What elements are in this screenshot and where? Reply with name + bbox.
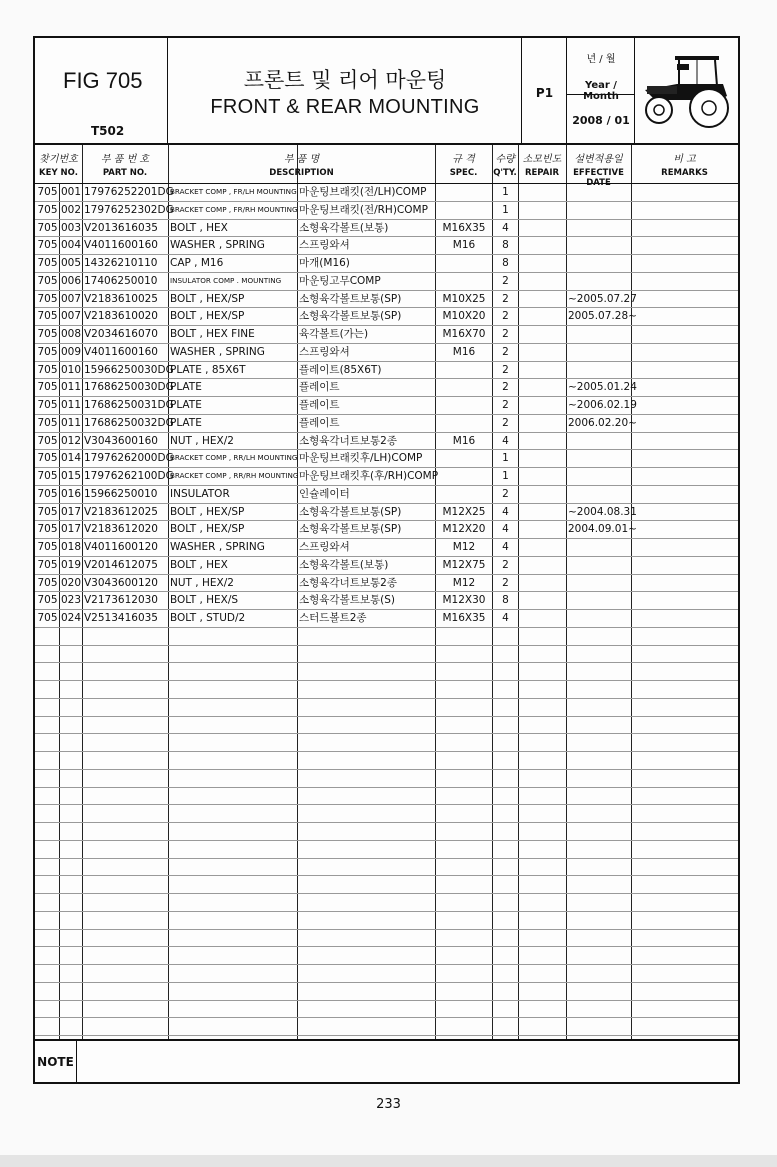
row-divider xyxy=(35,875,738,876)
effective-date xyxy=(568,538,630,556)
parts-table xyxy=(35,145,738,1039)
spec: M12X20 xyxy=(442,523,486,536)
year-month-box xyxy=(567,38,635,143)
part-number: 17976252201DG xyxy=(84,186,174,198)
part-number: 15966250010 xyxy=(84,487,158,500)
part-number: 17686250030DG xyxy=(84,381,174,394)
page-code: P1 xyxy=(535,86,554,100)
description-en: BRACKET COMP , RR/LH MOUNTING xyxy=(170,453,298,463)
effective-date xyxy=(568,449,630,467)
key-fig: 705 xyxy=(37,274,58,287)
effective-date xyxy=(568,361,630,379)
key-fig: 705 xyxy=(37,612,58,624)
quantity: 8 xyxy=(502,594,509,607)
part-number: 17976252302DG xyxy=(84,203,174,216)
description-kr: 스프링와셔 xyxy=(299,345,350,358)
quantity: 1 xyxy=(502,203,509,216)
effective-date xyxy=(568,432,630,450)
part-number: 17976262000DG xyxy=(84,452,174,465)
key-fig: 705 xyxy=(37,470,58,482)
part-number: V2183612020 xyxy=(84,523,158,536)
column-header-qty-en: Q'TY. xyxy=(493,168,517,178)
column-header-desc-en: DESCRIPTION xyxy=(269,168,334,178)
quantity: 4 xyxy=(502,523,509,536)
spec: M10X20 xyxy=(442,310,486,323)
spec xyxy=(437,272,491,290)
row-divider xyxy=(35,787,738,788)
description-en: BOLT , HEX/SP xyxy=(170,505,245,518)
description-kr: 마운팅고무COMP xyxy=(299,274,381,287)
key-number: 003 xyxy=(61,221,82,234)
effective-date xyxy=(568,343,630,361)
divider xyxy=(567,94,635,95)
part-number: V2173612030 xyxy=(84,594,158,607)
key-number: 007 xyxy=(61,292,82,305)
key-number: 001 xyxy=(61,186,82,198)
title-english: FRONT & REAR MOUNTING xyxy=(210,96,480,118)
description-en: BOLT , HEX xyxy=(170,221,228,234)
row-divider xyxy=(35,911,738,912)
key-fig: 705 xyxy=(37,186,58,198)
spec xyxy=(437,201,491,219)
part-number: V4011600120 xyxy=(84,541,158,553)
description-en: BOLT , HEX/S xyxy=(170,594,239,607)
quantity: 2 xyxy=(502,416,509,429)
key-fig: 705 xyxy=(37,452,58,465)
key-number: 011 xyxy=(61,416,82,429)
description-en: PLATE , 85X6T xyxy=(170,363,246,376)
row-divider xyxy=(35,840,738,841)
sheet-header xyxy=(35,38,738,145)
part-number: V4011600160 xyxy=(84,239,158,252)
key-fig: 705 xyxy=(37,292,58,305)
spec: M16X35 xyxy=(442,612,486,624)
quantity: 1 xyxy=(502,470,509,482)
part-number: 17686250031DG xyxy=(84,399,174,411)
spec xyxy=(437,183,491,201)
year-month-label-kr: 년 / 월 xyxy=(586,54,616,65)
key-number: 011 xyxy=(61,399,82,411)
description-en: CAP , M16 xyxy=(170,257,224,269)
spec: M10X25 xyxy=(442,292,486,305)
column-header-spec-kr: 규 격 xyxy=(452,154,475,165)
description-en: BRACKET COMP , FR/LH MOUNTING xyxy=(170,187,297,196)
key-fig: 705 xyxy=(37,310,58,323)
description-en: BOLT , HEX/SP xyxy=(170,310,245,323)
note-label: NOTE xyxy=(35,1041,77,1084)
spec xyxy=(437,467,491,485)
spec: M16 xyxy=(452,345,476,358)
row-divider xyxy=(35,645,738,646)
column-header-desc-kr: 부 품 명 xyxy=(283,154,320,165)
part-number: 17976262100DG xyxy=(84,470,174,482)
column-header-rem-kr: 비 고 xyxy=(673,154,696,165)
effective-date xyxy=(568,219,630,237)
key-number: 010 xyxy=(61,363,82,376)
page-code-box xyxy=(522,38,567,143)
quantity: 4 xyxy=(502,505,509,518)
key-fig: 705 xyxy=(37,558,58,571)
spec xyxy=(437,449,491,467)
description-kr: 인슐레이터 xyxy=(299,487,350,500)
description-en: PLATE xyxy=(170,381,202,394)
key-number: 019 xyxy=(61,558,82,571)
key-fig: 705 xyxy=(37,221,58,234)
key-fig: 705 xyxy=(37,239,58,252)
description-kr: 마운팅브래킷후/LH)COMP xyxy=(299,452,423,465)
key-fig: 705 xyxy=(37,523,58,536)
key-number: 006 xyxy=(61,274,82,287)
year-month-value: 2008 / 01 xyxy=(572,114,630,127)
key-fig: 705 xyxy=(37,203,58,216)
column-header-qty-kr: 수량 xyxy=(495,154,515,165)
quantity: 2 xyxy=(502,328,509,340)
description-kr: 소형육각볼트보통(S) xyxy=(299,594,396,607)
effective-date xyxy=(568,609,630,627)
key-number: 015 xyxy=(61,470,82,482)
description-kr: 플레이트 xyxy=(299,416,340,429)
effective-date xyxy=(568,485,630,503)
key-number: 023 xyxy=(61,594,82,607)
key-number: 024 xyxy=(61,612,82,624)
quantity: 8 xyxy=(502,239,509,252)
description-en: WASHER , SPRING xyxy=(170,541,265,553)
part-number: V2013616035 xyxy=(84,221,158,234)
column-header-spec-en: SPEC. xyxy=(449,168,478,178)
effective-date xyxy=(568,574,630,592)
part-number: V3043600120 xyxy=(84,576,158,589)
key-fig: 705 xyxy=(37,505,58,518)
row-divider xyxy=(35,698,738,699)
key-number: 002 xyxy=(61,203,82,216)
key-fig: 705 xyxy=(37,541,58,553)
quantity: 4 xyxy=(502,541,509,553)
description-en: BOLT , HEX/SP xyxy=(170,292,245,305)
key-fig: 705 xyxy=(37,416,58,429)
page-number: 233 xyxy=(376,1097,401,1112)
effective-date xyxy=(568,236,630,254)
row-divider xyxy=(35,946,738,947)
description-en: BOLT , HEX xyxy=(170,558,228,571)
column-header-rem-en: REMARKS xyxy=(661,168,708,178)
key-fig: 705 xyxy=(37,487,58,500)
key-number: 008 xyxy=(61,328,82,340)
effective-date: ~2005.01.24 xyxy=(568,381,637,394)
description-en: INSULATOR COMP . MOUNTING xyxy=(170,275,282,285)
description-en: PLATE xyxy=(170,416,202,429)
description-kr: 플레이트(85X6T) xyxy=(299,363,382,376)
row-divider xyxy=(35,733,738,734)
key-number: 004 xyxy=(61,239,82,252)
row-divider xyxy=(35,804,738,805)
description-en: NUT , HEX/2 xyxy=(170,434,234,447)
row-divider xyxy=(35,858,738,859)
key-number: 020 xyxy=(61,576,82,589)
quantity: 1 xyxy=(502,186,509,198)
quantity: 2 xyxy=(502,363,509,376)
spec: M12X30 xyxy=(442,594,486,607)
description-en: BRACKET COMP , FR/RH MOUNTING xyxy=(170,204,298,214)
description-en: BRACKET COMP , RR/RH MOUNTING xyxy=(170,471,299,480)
key-fig: 705 xyxy=(37,345,58,358)
spec xyxy=(437,485,491,503)
spec: M12X25 xyxy=(442,505,486,518)
row-divider xyxy=(35,1017,738,1018)
key-fig: 705 xyxy=(37,257,58,269)
effective-date xyxy=(568,201,630,219)
column-header-repair-en: REPAIR xyxy=(524,168,560,178)
quantity: 2 xyxy=(502,558,509,571)
row-divider xyxy=(35,982,738,983)
spec xyxy=(437,361,491,379)
description-kr: 소형육각너트보통2종 xyxy=(299,576,397,589)
note-area xyxy=(35,1039,738,1082)
parts-sheet xyxy=(33,36,740,1084)
quantity: 2 xyxy=(502,292,509,305)
effective-date xyxy=(568,272,630,290)
tractor-illustration-box xyxy=(635,38,738,143)
description-en: PLATE xyxy=(170,399,202,411)
part-number: V2183610020 xyxy=(84,310,158,323)
description-kr: 스프링와셔 xyxy=(299,541,350,553)
title-box xyxy=(168,38,522,143)
spec: M12 xyxy=(452,541,476,553)
column-header-part-en: PART NO. xyxy=(102,168,148,178)
fig-number: FIG 705 xyxy=(63,68,143,93)
column-header-eff-en: EFFECTIVE DATE xyxy=(573,168,624,188)
description-kr: 소형육각볼트보통(SP) xyxy=(299,505,402,518)
spec: M16X35 xyxy=(442,221,486,234)
part-number: V2183610025 xyxy=(84,292,158,305)
key-fig: 705 xyxy=(37,381,58,394)
row-divider xyxy=(35,680,738,681)
quantity: 1 xyxy=(502,452,509,465)
scan-edge xyxy=(0,1155,777,1167)
key-number: 017 xyxy=(61,523,82,536)
key-number: 012 xyxy=(61,434,82,447)
description-kr: 소형육각볼트보통(SP) xyxy=(299,310,402,323)
spec: M16 xyxy=(452,434,476,447)
description-en: INSULATOR xyxy=(170,487,230,500)
description-kr: 스터드볼트2종 xyxy=(299,612,367,624)
part-number: 17406250010 xyxy=(84,274,158,287)
spec xyxy=(437,396,491,414)
year-month-label-en: Year / Month xyxy=(583,80,619,102)
row-divider xyxy=(35,662,738,663)
description-kr: 마운팅브래킷(전/LH)COMP xyxy=(299,186,427,198)
description-kr: 마운팅브래킷(전/RH)COMP xyxy=(299,203,428,216)
effective-date: 2006.02.20~ xyxy=(568,416,637,429)
effective-date: ~2005.07.27 xyxy=(568,292,637,305)
part-number: 15966250030DG xyxy=(84,363,174,376)
description-en: WASHER , SPRING xyxy=(170,345,265,358)
description-kr: 마운팅브래킷후(후/RH)COMP xyxy=(299,470,439,482)
key-number: 014 xyxy=(61,452,82,465)
description-kr: 육각볼트(가는) xyxy=(299,328,369,340)
row-divider xyxy=(35,751,738,752)
part-number: V2183612025 xyxy=(84,505,158,518)
row-divider xyxy=(35,929,738,930)
description-kr: 소형육각볼트보통(SP) xyxy=(299,523,402,536)
key-fig: 705 xyxy=(37,594,58,607)
description-kr: 소형육각볼트(보통) xyxy=(299,221,389,234)
column-header-eff-kr: 설변적용일 xyxy=(574,154,623,165)
column-header-key-kr: 찾기번호 xyxy=(39,154,78,165)
spec: M16 xyxy=(452,239,476,252)
description-kr: 소형육각너트보통2종 xyxy=(299,434,397,447)
part-number: 14326210110 xyxy=(84,257,158,269)
description-kr: 스프링와셔 xyxy=(299,239,350,252)
effective-date xyxy=(568,467,630,485)
description-kr: 마개(M16) xyxy=(299,257,350,269)
description-en: BOLT , HEX FINE xyxy=(170,328,255,340)
quantity: 2 xyxy=(502,576,509,589)
effective-date xyxy=(568,183,630,201)
spec: M12X75 xyxy=(442,558,486,571)
description-en: WASHER , SPRING xyxy=(170,239,265,252)
effective-date xyxy=(568,254,630,272)
row-divider xyxy=(35,893,738,894)
part-number: V3043600160 xyxy=(84,434,158,447)
spec xyxy=(437,254,491,272)
title-korean: 프론트 및 리어 마운팅 xyxy=(243,68,447,92)
key-fig: 705 xyxy=(37,576,58,589)
column-header-part-kr: 부 품 번 호 xyxy=(100,154,150,165)
quantity: 4 xyxy=(502,221,509,234)
row-divider xyxy=(35,769,738,770)
quantity: 2 xyxy=(502,381,509,394)
quantity: 4 xyxy=(502,612,509,624)
quantity: 2 xyxy=(502,487,509,500)
part-number: V2034616070 xyxy=(84,328,158,340)
effective-date: ~2006.02.19 xyxy=(568,399,637,411)
row-divider xyxy=(35,1000,738,1001)
description-kr: 소형육각볼트(보통) xyxy=(299,558,389,571)
row-divider xyxy=(35,822,738,823)
description-kr: 플레이트 xyxy=(299,399,340,411)
effective-date: 2005.07.28~ xyxy=(568,310,637,323)
fig-box xyxy=(35,38,168,143)
quantity: 2 xyxy=(502,399,509,411)
spec xyxy=(437,414,491,432)
key-fig: 705 xyxy=(37,328,58,340)
effective-date xyxy=(568,325,630,343)
part-number: V4011600160 xyxy=(84,345,158,358)
quantity: 4 xyxy=(502,434,509,447)
model-code: T502 xyxy=(91,124,125,138)
quantity: 2 xyxy=(502,274,509,287)
effective-date: 2004.09.01~ xyxy=(568,523,637,536)
row-divider xyxy=(35,1035,738,1036)
spec: M16X70 xyxy=(442,328,486,340)
part-number: V2513416035 xyxy=(84,612,158,624)
description-en: NUT , HEX/2 xyxy=(170,576,234,589)
tractor-icon xyxy=(635,38,738,143)
description-en: BOLT , STUD/2 xyxy=(170,612,246,624)
spec xyxy=(437,378,491,396)
effective-date xyxy=(568,591,630,609)
row-divider xyxy=(35,964,738,965)
description-kr: 소형육각볼트보통(SP) xyxy=(299,292,402,305)
description-kr: 플레이트 xyxy=(299,381,340,394)
key-fig: 705 xyxy=(37,434,58,447)
key-number: 005 xyxy=(61,257,82,269)
effective-date xyxy=(568,556,630,574)
description-en: BOLT , HEX/SP xyxy=(170,523,245,536)
key-number: 009 xyxy=(61,345,82,358)
key-fig: 705 xyxy=(37,363,58,376)
row-divider xyxy=(35,716,738,717)
column-header-repair-kr: 소모빈도 xyxy=(522,154,562,165)
key-number: 016 xyxy=(61,487,82,500)
part-number: V2014612075 xyxy=(84,558,158,571)
quantity: 2 xyxy=(502,310,509,323)
key-number: 011 xyxy=(61,381,82,394)
part-number: 17686250032DG xyxy=(84,416,174,429)
key-fig: 705 xyxy=(37,399,58,411)
quantity: 2 xyxy=(502,345,509,358)
key-number: 017 xyxy=(61,505,82,518)
column-header-key-en: KEY NO. xyxy=(39,168,78,178)
spec: M12 xyxy=(452,576,476,589)
key-number: 007 xyxy=(61,310,82,323)
quantity: 8 xyxy=(502,257,509,269)
key-number: 018 xyxy=(61,541,82,553)
effective-date: ~2004.08.31 xyxy=(568,505,637,518)
